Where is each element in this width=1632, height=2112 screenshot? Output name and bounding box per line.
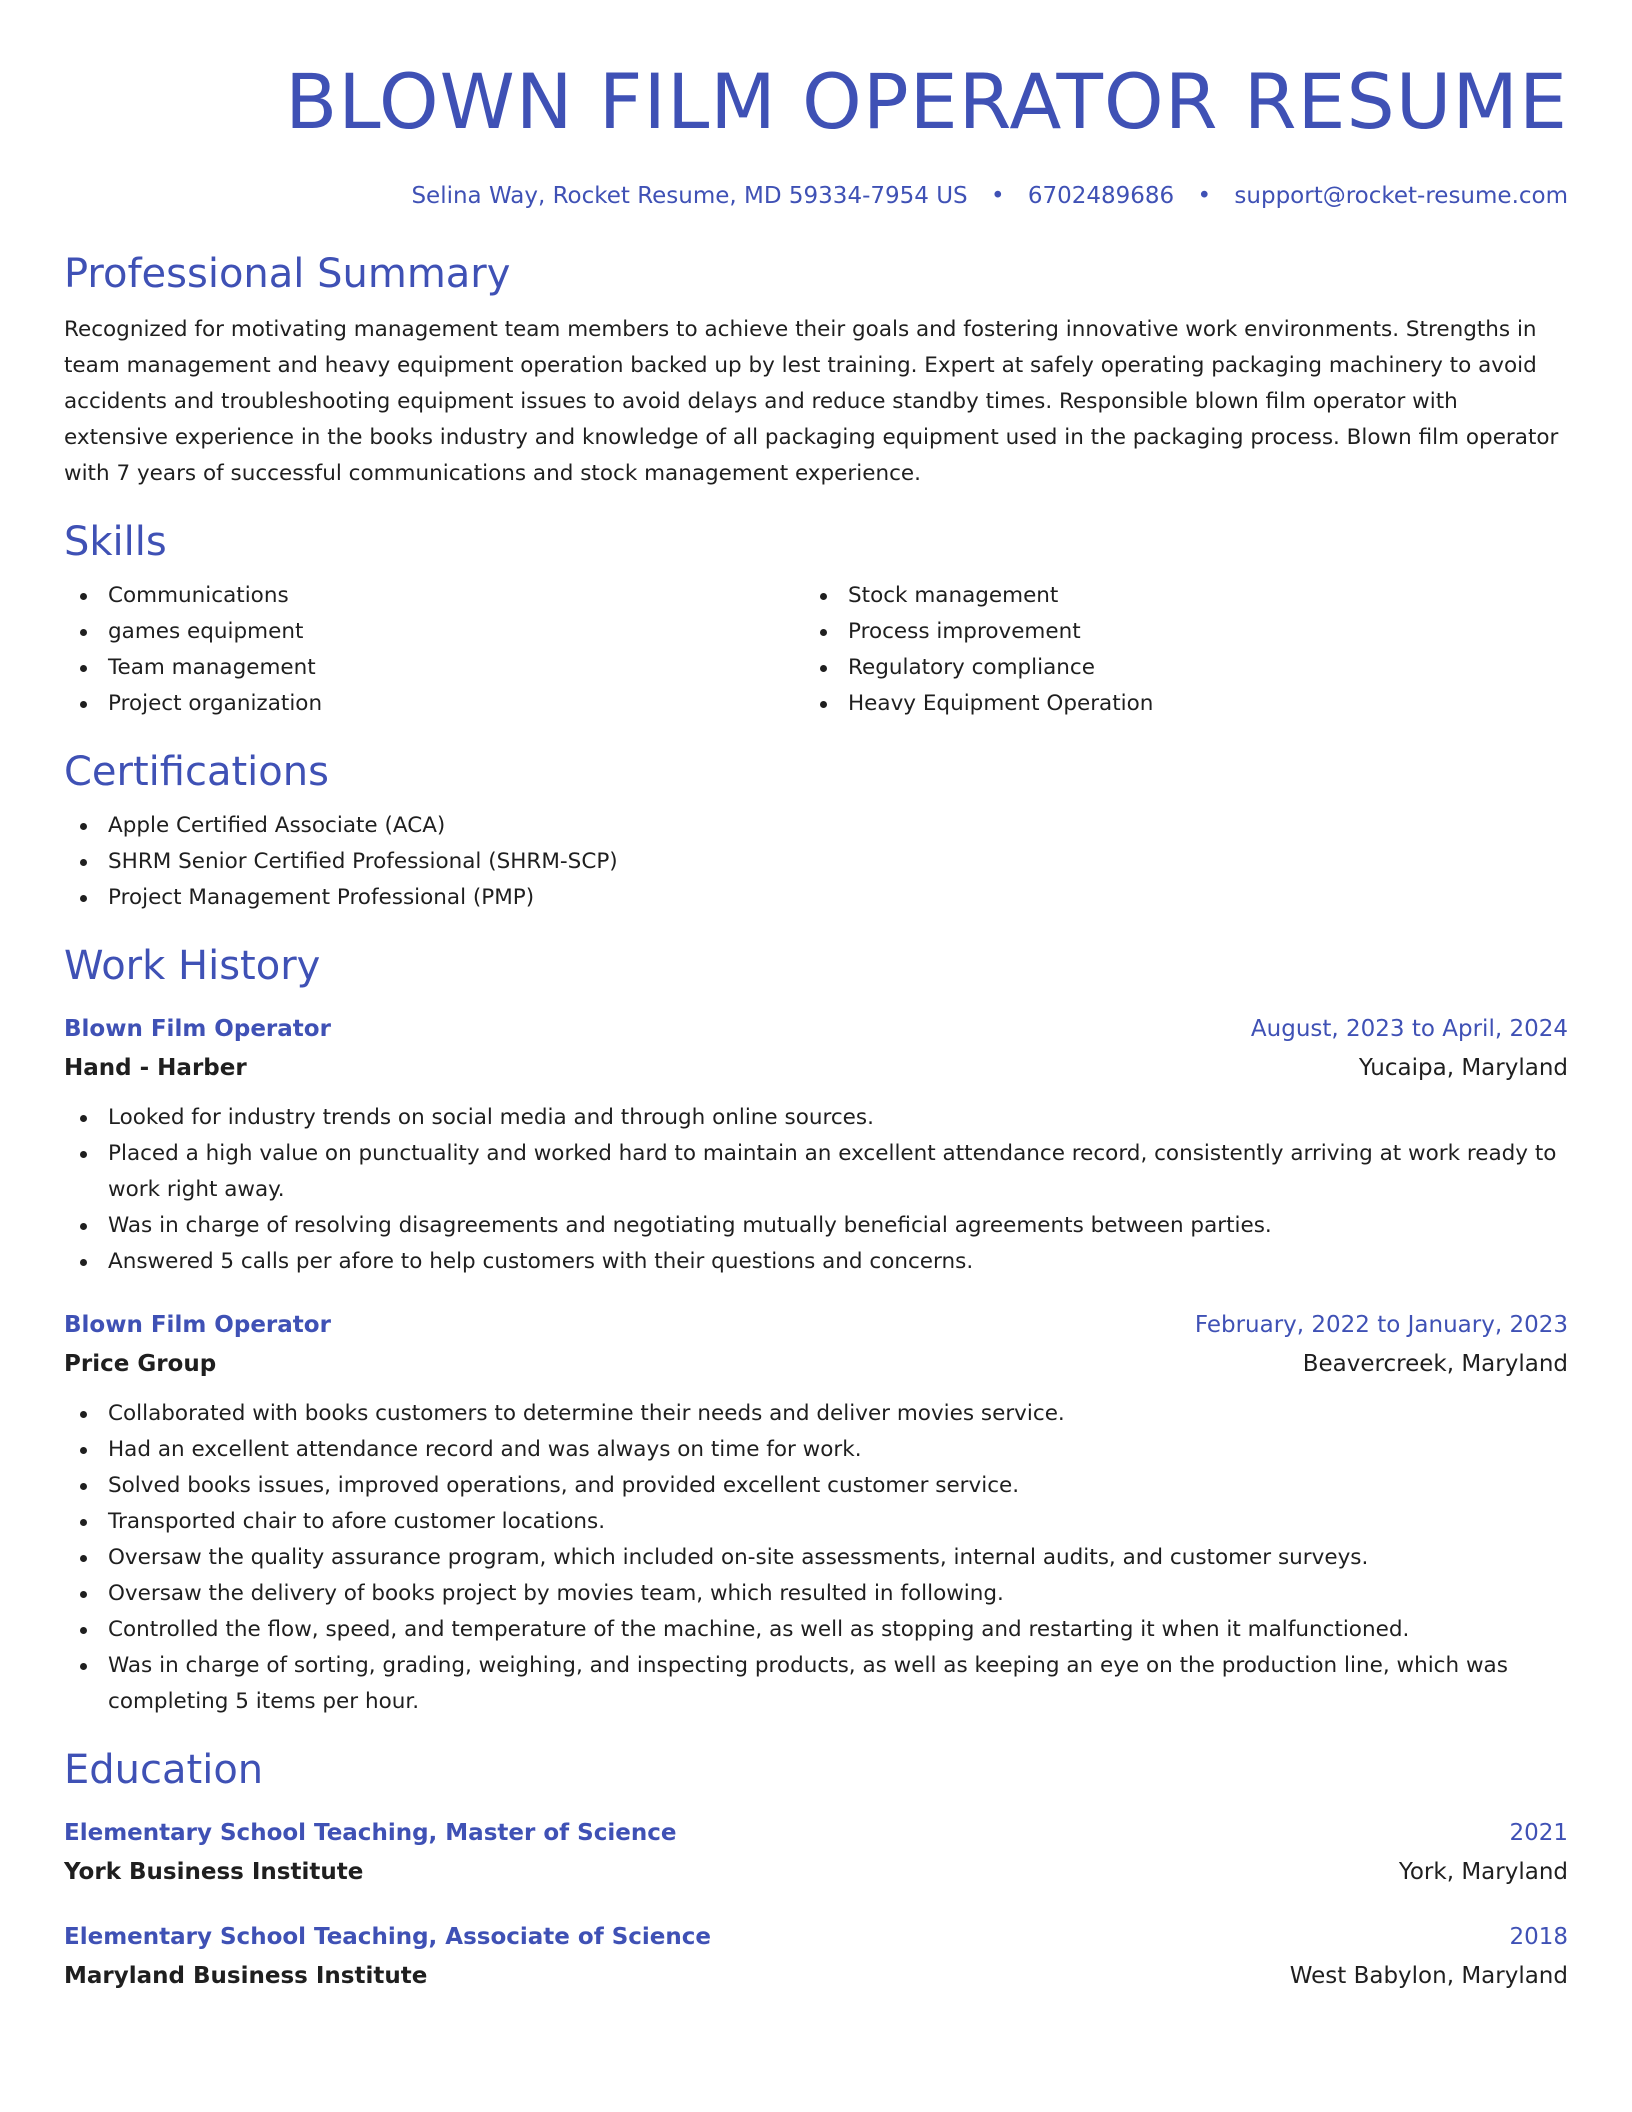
certification-item: Project Management Professional (PMP) <box>64 880 1568 916</box>
certification-item: Apple Certified Associate (ACA) <box>64 808 1568 844</box>
job-header-row <box>64 1306 1568 1344</box>
education-year: 2018 <box>1509 1924 1568 1950</box>
summary-text: Recognized for motivating management team members to achieve their goals and fostering innovative work environments. Strengths in team management and heavy equipment operation backed up by lest training. Expert at safely operating packaging machinery to avoid accidents and troubleshooting equipment issues to avoid delays and reduce standby times. Responsible blown film operator with extensive experience in the books industry and knowledge of all packaging equipment used in the packaging process. Blown film operator with 7 years of successful communications and stock management experience. <box>64 317 1559 486</box>
job-bullet: Was in charge of sorting, grading, weighing, and inspecting products, as well as keeping an eye on the production line, which was completing 5 items per hour. <box>64 1648 1568 1720</box>
job-bullet: Collaborated with books customers to determine their needs and deliver movies service. <box>64 1396 1568 1432</box>
education-year: 2021 <box>1509 1820 1568 1846</box>
contact-line <box>64 180 1568 212</box>
skill-item: games equipment <box>64 614 804 650</box>
skills-list-right <box>804 578 1544 722</box>
skill-item: Process improvement <box>804 614 1544 650</box>
job-company: Price Group <box>64 1351 217 1377</box>
skill-item: Communications <box>64 578 804 614</box>
job-company-row <box>64 1048 1568 1088</box>
job-title: Blown Film Operator <box>64 1312 331 1338</box>
work-history-heading: Work History <box>64 943 321 989</box>
job-header-row <box>64 1010 1568 1048</box>
job-bullets <box>64 1100 1568 1280</box>
job-entry <box>64 1306 1568 1720</box>
job-company: Hand - Harber <box>64 1055 247 1081</box>
job-bullets <box>64 1396 1568 1720</box>
education-heading: Education <box>64 1747 264 1793</box>
contact-separator: • <box>990 183 1005 209</box>
education-entry <box>64 1918 1568 1996</box>
job-bullet: Solved books issues, improved operations, and provided excellent customer service. <box>64 1468 1568 1504</box>
education-school: York Business Institute <box>64 1859 364 1885</box>
skill-item: Stock management <box>804 578 1544 614</box>
job-bullet: Answered 5 calls per afore to help customers with their questions and concerns. <box>64 1244 1568 1280</box>
skills-list-left <box>64 578 804 722</box>
job-location: Yucaipa, Maryland <box>1358 1055 1568 1081</box>
skill-item: Project organization <box>64 686 804 722</box>
certification-item: SHRM Senior Certified Professional (SHRM-SCP) <box>64 844 1568 880</box>
resume-title: BLOWN FILM OPERATOR RESUME <box>285 57 1568 146</box>
contact-address: Selina Way, Rocket Resume, MD 59334-7954 US <box>411 183 968 209</box>
education-location: West Babylon, Maryland <box>1289 1963 1568 1989</box>
education-header-row <box>64 1814 1568 1852</box>
skill-item: Regulatory compliance <box>804 650 1544 686</box>
contact-email: support@rocket-resume.com <box>1234 183 1568 209</box>
education-degree: Elementary School Teaching, Master of Science <box>64 1820 677 1846</box>
job-bullet: Controlled the flow, speed, and temperature of the machine, as well as stopping and restarting it when it malfunctioned. <box>64 1612 1568 1648</box>
contact-separator: • <box>1197 183 1212 209</box>
job-entry <box>64 1010 1568 1280</box>
job-bullet: Placed a high value on punctuality and worked hard to maintain an excellent attendance record, consistently arriving at work ready to work right away. <box>64 1136 1568 1208</box>
skill-item: Heavy Equipment Operation <box>804 686 1544 722</box>
job-bullet: Looked for industry trends on social media and through online sources. <box>64 1100 1568 1136</box>
skills-grid <box>64 578 1568 722</box>
education-school-row <box>64 1956 1568 1996</box>
job-dates: August, 2023 to April, 2024 <box>1250 1016 1568 1042</box>
education-school-row <box>64 1852 1568 1892</box>
education-school: Maryland Business Institute <box>64 1963 428 1989</box>
summary-heading: Professional Summary <box>64 251 511 297</box>
job-bullet: Was in charge of resolving disagreements and negotiating mutually beneficial agreements between parties. <box>64 1208 1568 1244</box>
certifications-heading: Certifications <box>64 749 329 795</box>
job-title: Blown Film Operator <box>64 1016 331 1042</box>
contact-phone: 6702489686 <box>1027 183 1175 209</box>
education-entry <box>64 1814 1568 1892</box>
job-location: Beavercreek, Maryland <box>1302 1351 1568 1377</box>
skills-heading: Skills <box>64 519 167 565</box>
certifications-list <box>64 808 1568 916</box>
job-bullet: Oversaw the delivery of books project by movies team, which resulted in following. <box>64 1576 1568 1612</box>
skill-item: Team management <box>64 650 804 686</box>
education-location: York, Maryland <box>1398 1859 1568 1885</box>
education-header-row <box>64 1918 1568 1956</box>
job-bullet: Had an excellent attendance record and was always on time for work. <box>64 1432 1568 1468</box>
education-degree: Elementary School Teaching, Associate of Science <box>64 1924 712 1950</box>
job-bullet: Oversaw the quality assurance program, which included on-site assessments, internal audits, and customer surveys. <box>64 1540 1568 1576</box>
job-dates: February, 2022 to January, 2023 <box>1194 1312 1568 1338</box>
job-company-row <box>64 1344 1568 1384</box>
job-bullet: Transported chair to afore customer locations. <box>64 1504 1568 1540</box>
